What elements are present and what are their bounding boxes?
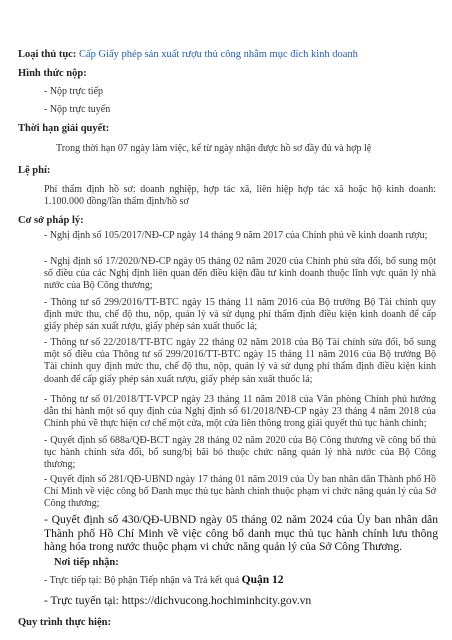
legal-basis-item: - Thông tư số 01/2018/TT-VPCP ngày 23 tháng 11 năm 2018 của Văn phòng Chính phủ hướng dẫn thi hành một số quy định của Nghị định số 61/2018/NĐ-CP ngày 23 tháng 4 năm 2018 của Chính phủ về thực hiện cơ chế một cửa, một cửa liên thông trong giải quyết thủ tục hành chính; [44, 394, 436, 430]
procedure-type-link[interactable]: Cấp Giấy phép sản xuất rượu thủ công nhằm mục đích kinh doanh [78, 49, 358, 60]
receiving-direct-row [44, 574, 436, 587]
processing-time-text: Trong thời hạn 07 ngày làm việc, kể từ ngày nhận được hồ sơ đầy đủ và hợp lệ [56, 143, 372, 154]
submission-form-item: - Nộp trực tuyến [44, 104, 111, 115]
procedure-type-row [18, 48, 438, 61]
legal-basis-item: - Nghị định số 105/2017/NĐ-CP ngày 14 tháng 9 năm 2017 của Chính phủ về kinh doanh rượu; [44, 230, 428, 241]
processing-time-heading: Thời hạn giải quyết: [18, 123, 110, 134]
submission-form-heading: Hình thức nộp: [18, 68, 87, 79]
process-heading: Quy trình thực hiện: [18, 617, 111, 628]
submission-form-item: - Nộp trực tiếp [44, 86, 104, 97]
receiving-place-heading: Nơi tiếp nhận: [54, 557, 119, 568]
legal-basis-heading: Cơ sở pháp lý: [18, 215, 84, 226]
fee-text: Phí thẩm định hồ sơ: doanh nghiệp, hợp tác xã, liên hiệp hợp tác xã hoặc hộ kinh doanh: 1.100.000 đồng/lần thẩm định/hồ sơ [44, 184, 436, 208]
procedure-type-label: Loại thủ tục: [18, 49, 77, 60]
legal-basis-item: - Quyết định số 281/QĐ-UBND ngày 17 tháng 01 năm 2019 của Ủy ban nhân dân Thành phố Hồ Chí Minh về việc công bố Danh mục thủ tục hành chính thuộc phạm vi chức năng quản lý của Sở Công thương; [44, 474, 436, 510]
legal-basis-item-highlight: - Quyết định số 430/QĐ-UBND ngày 05 tháng 02 năm 2024 của Ủy ban nhân dân Thành phố Hồ Chí Minh về việc công bố danh mục thủ tục hành chính lưu thông hàng hóa trong nước thuộc phạm vi chức năng quản lý của Sở Công Thương. [44, 513, 438, 554]
legal-basis-item: - Thông tư số 22/2018/TT-BTC ngày 22 tháng 02 năm 2018 của Bộ Tài chính sửa đổi, bổ sung một số điều của Thông tư số 299/2016/TT-BTC ngày 15 tháng 11 năm 2016 của Bộ trưởng Bộ Tài chính quy định mức thu, chế độ thu, nộp, quản lý và sử dụng phí thẩm định điều kiện kinh doanh để cấp giấy phép sản xuất rượu, giấy phép sản xuất thuốc lá; [44, 337, 436, 385]
legal-basis-item: - Quyết định số 688a/QĐ-BCT ngày 28 tháng 02 năm 2020 của Bộ Công thương về công bố thủ tục hành chính sửa đổi, bổ sung/bị bãi bỏ thuộc chức năng quản lý nhà nước của Bộ Công thương; [44, 435, 436, 471]
receiving-direct-text: - Trực tiếp tại: Bộ phận Tiếp nhận và Trả kết quả [44, 575, 240, 586]
legal-basis-item: - Nghị định số 17/2020/NĐ-CP ngày 05 tháng 02 năm 2020 của Chính phủ sửa đổi, bổ sung một số điều của các Nghị định liên quan đến điều kiện đầu tư kinh doanh thuộc lĩnh vực quản lý nhà nước của Bộ Công thương; [44, 256, 436, 292]
fee-heading: Lệ phí: [18, 165, 51, 176]
legal-basis-item: - Thông tư số 299/2016/TT-BTC ngày 15 tháng 11 năm 2016 của Bộ trưởng Bộ Tài chính quy định mức thu, chế độ thu, nộp, quản lý và sử dụng phí thẩm định điều kiện kinh doanh để cấp giấy phép sản xuất rượu, giấy phép sản xuất thuốc lá; [44, 297, 436, 333]
receiving-online-text: - Trực tuyến tại: https://dichvucong.hochiminhcity.gov.vn [44, 594, 312, 607]
receiving-direct-district: Quận 12 [241, 574, 284, 586]
